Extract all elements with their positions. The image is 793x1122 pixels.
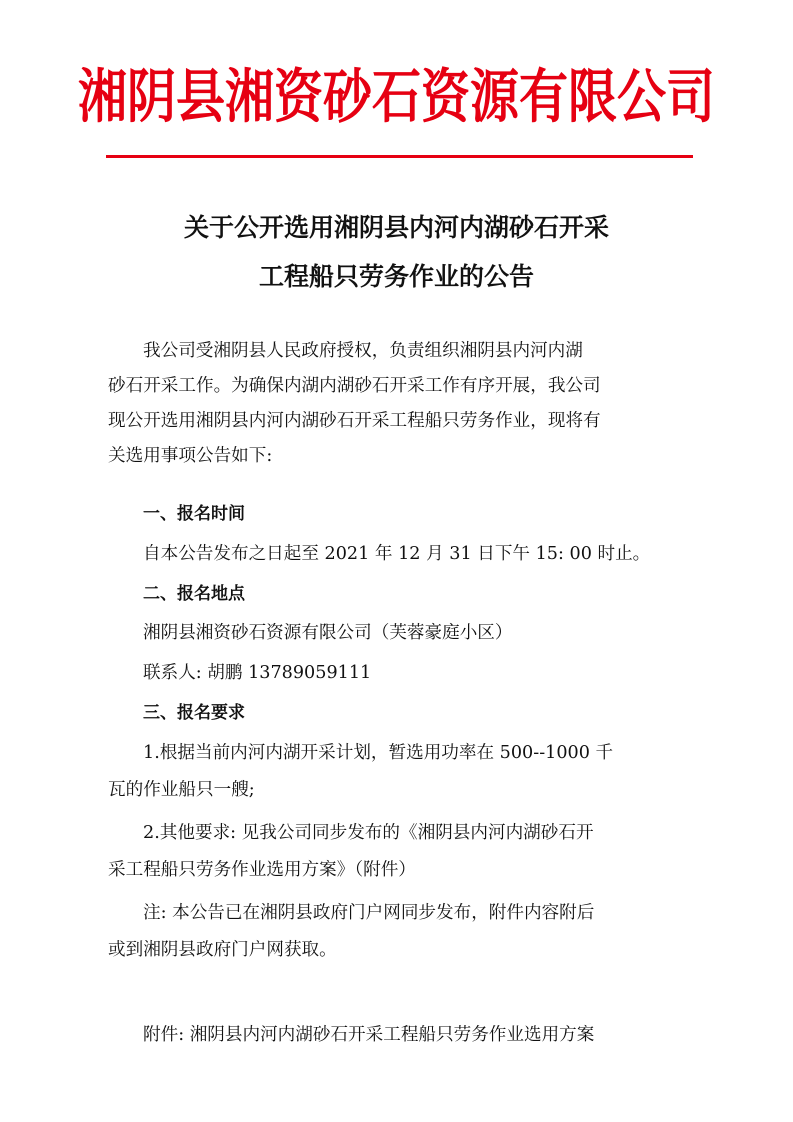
attachment-line: 附件: 湘阴县内河内湖砂石开采工程船只劳务作业选用方案 [143, 1025, 595, 1045]
note-line1: 注: 本公告已在湘阴县政府门户网同步发布，附件内容附后 [143, 903, 595, 923]
intro-line-3: 现公开选用湘阴县内河内湖砂石开采工程船只劳务作业，现将有 [108, 411, 601, 431]
requirement-1-line1: 1.根据当前内河内湖开采计划，暂选用功率在 500--1000 千 [143, 743, 614, 763]
intro-line-4: 关选用事项公告如下: [108, 446, 273, 466]
registration-address: 湘阴县湘资砂石资源有限公司（芙蓉豪庭小区） [143, 623, 513, 643]
registration-time-text: 自本公告发布之日起至 2021 年 12 月 31 日下午 15: 00 时止。 [143, 544, 651, 564]
intro-line-1: 我公司受湘阴县人民政府授权，负责组织湘阴县内河内湖 [143, 341, 583, 361]
requirement-1-line2: 瓦的作业船只一艘; [108, 780, 255, 800]
section-heading-requirements: 三、报名要求 [143, 703, 245, 723]
section-heading-registration-place: 二、报名地点 [143, 584, 245, 604]
notice-title-line1: 关于公开选用湘阴县内河内湖砂石开采 [183, 213, 609, 242]
note-line2: 或到湘阴县政府门户网获取。 [108, 940, 337, 960]
section-heading-registration-time: 一、报名时间 [143, 504, 245, 524]
intro-line-2: 砂石开采工作。为确保内湖内湖砂石开采工作有序开展，我公司 [108, 376, 601, 396]
letterhead-company-name: 湘阴县湘资砂石资源有限公司 [77, 63, 715, 131]
contact-person: 联系人: 胡鹏 13789059111 [143, 663, 372, 683]
requirement-2-line2: 采工程船只劳务作业选用方案》（附件） [108, 860, 416, 880]
notice-title-line2: 工程船只劳务作业的公告 [258, 262, 534, 291]
requirement-2-line1: 2.其他要求: 见我公司同步发布的《湘阴县内河内湖砂石开 [143, 823, 594, 843]
letterhead-red-rule [106, 155, 693, 158]
